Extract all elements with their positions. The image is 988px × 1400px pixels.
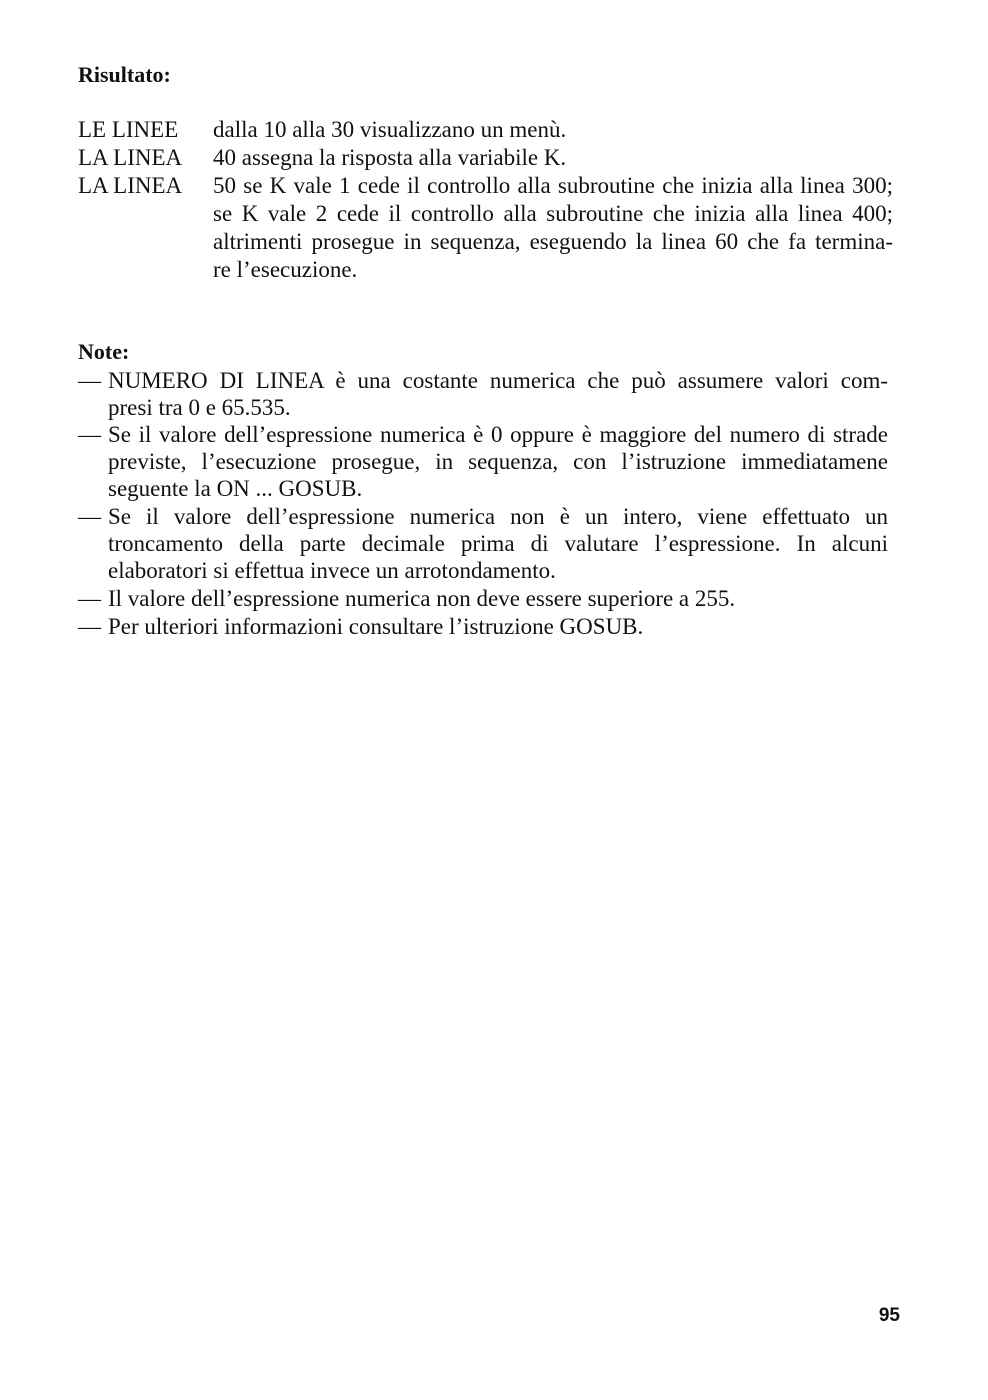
note-text: elaboratori si effettua invece un arrotondamento.	[108, 558, 556, 583]
result-row-text: re l’esecuzione.	[213, 257, 358, 282]
page-number: 95	[878, 1305, 900, 1326]
result-row-text: se K vale 2 cede il controllo alla subroutine che inizia alla linea 400;	[213, 201, 893, 226]
note-dash: —	[78, 422, 101, 447]
note-text: seguente la ON ... GOSUB.	[108, 476, 363, 501]
result-row-text: altrimenti prosegue in sequenza, eseguendo la linea 60 che fa termina-	[213, 229, 893, 254]
result-row-label: LA LINEA	[78, 145, 183, 170]
result-row-text: 40 assegna la risposta alla variabile K.	[213, 145, 567, 170]
result-row-text: 50 se K vale 1 cede il controllo alla subroutine che inizia alla linea 300;	[213, 173, 893, 198]
note-text: previste, l’esecuzione prosegue, in sequenza, con l’istruzione immediatamene	[108, 449, 888, 474]
result-row-label: LA LINEA	[78, 173, 183, 198]
note-dash: —	[78, 586, 101, 611]
notes-heading: Note:	[78, 339, 130, 364]
note-text: Per ulteriori informazioni consultare l’istruzione GOSUB.	[108, 614, 644, 639]
note-dash: —	[78, 368, 101, 393]
note-text: presi tra 0 e 65.535.	[108, 395, 291, 420]
note-text: Se il valore dell’espressione numerica non è un intero, viene effettuato un	[108, 504, 888, 529]
note-dash: —	[78, 614, 101, 639]
note-dash: —	[78, 504, 101, 529]
note-text: Il valore dell’espressione numerica non deve essere superiore a 255.	[108, 586, 736, 611]
note-text: Se il valore dell’espressione numerica è 0 oppure è maggiore del numero di strade	[108, 422, 888, 447]
result-row-label: LE LINEE	[78, 117, 179, 142]
result-row-text: dalla 10 alla 30 visualizzano un menù.	[213, 117, 567, 142]
result-heading: Risultato:	[78, 62, 171, 87]
note-text: troncamento della parte decimale prima di valutare l’espressione. In alcuni	[108, 531, 888, 556]
note-text: NUMERO DI LINEA è una costante numerica che può assumere valori com-	[108, 368, 888, 393]
